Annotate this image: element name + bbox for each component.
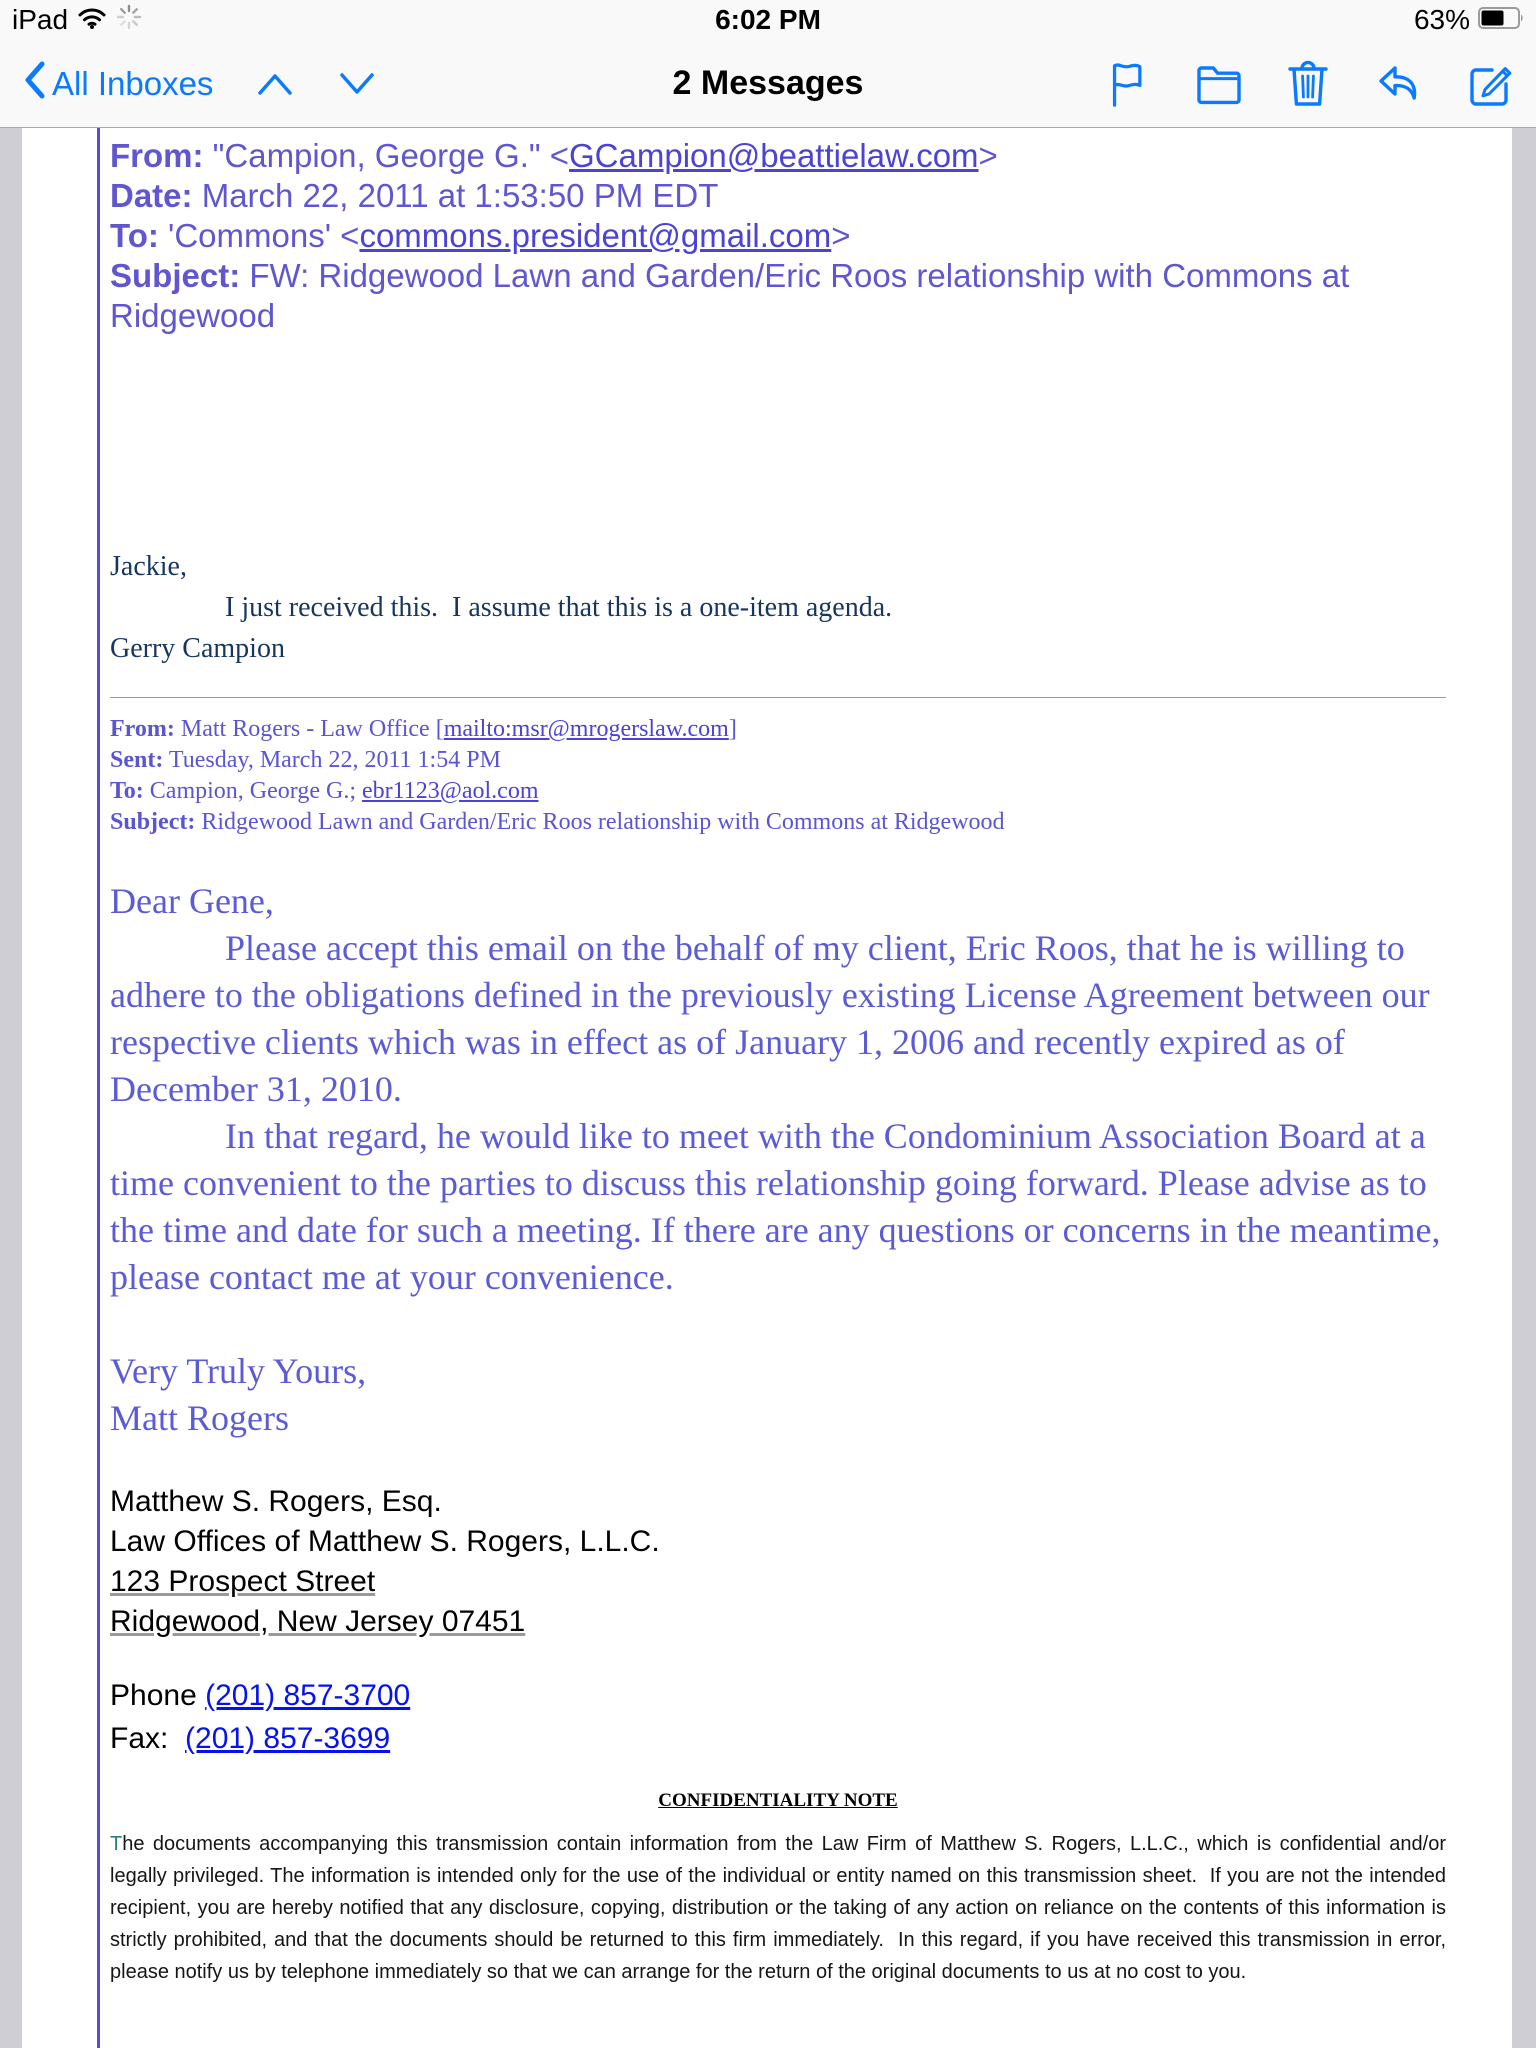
quote-level-bar bbox=[97, 128, 100, 2048]
to-value: 'Commons' < bbox=[158, 217, 360, 254]
fwd-sent-value: Tuesday, March 22, 2011 1:54 PM bbox=[163, 747, 501, 773]
forward-note-body: I just received this. I assume that this is a one-item agenda. bbox=[225, 592, 893, 623]
to-label: To: bbox=[110, 217, 159, 254]
signature-block bbox=[110, 1482, 1446, 1642]
signature-city-link[interactable]: Ridgewood, New Jersey 07451 bbox=[110, 1605, 526, 1638]
battery-percent: 63% bbox=[1413, 4, 1470, 35]
fwd-from-label: From: bbox=[110, 716, 175, 742]
fwd-from-line bbox=[110, 714, 1446, 745]
header-to-line bbox=[110, 216, 1446, 256]
signature-name: Matthew S. Rogers, Esq. bbox=[110, 1485, 442, 1518]
folder-button[interactable] bbox=[1195, 62, 1243, 106]
from-suffix: > bbox=[978, 137, 998, 174]
email-message bbox=[110, 128, 1446, 1988]
fax-line bbox=[110, 1717, 1446, 1760]
fwd-subject-value: Ridgewood Lawn and Garden/Eric Roos relationship with Commons at Ridgewood bbox=[195, 809, 1005, 835]
closing-name: Matt Rogers bbox=[110, 1398, 289, 1438]
fwd-from-mailto-link[interactable]: mailto:msr@mrogerslaw.com bbox=[443, 716, 729, 742]
header-date-line bbox=[110, 176, 1446, 216]
fax-label: Fax: bbox=[110, 1722, 186, 1755]
divider-rule bbox=[110, 697, 1446, 698]
message-count-title: 2 Messages bbox=[672, 64, 864, 102]
date-value: March 22, 2011 at 1:53:50 PM EDT bbox=[192, 177, 719, 214]
fwd-from-suffix: ] bbox=[728, 716, 737, 742]
fwd-sent-label: Sent: bbox=[110, 747, 164, 773]
message-header bbox=[110, 136, 1446, 336]
battery-icon bbox=[1478, 4, 1524, 36]
back-button[interactable] bbox=[22, 60, 213, 108]
confidentiality-body-text: he documents accompanying this transmission contain information from the Law Firm of Matthew S. Rogers, L.L.C., which is confidential and/or legally privileged. The information is intended only for the use of the individual or entity named on this transmission sheet. If you are not the intended recipient, you are hereby notified that any disclosure, copying, distribution or the taking of any action on reliance on the contents of this information is strictly prohibited, and that the documents should be returned to this firm immediately. In this regard, if you have received this transmission in error, please notify us by telephone immediately so that we can arrange for the return of the original documents to us at no cost to you. bbox=[110, 1833, 1446, 1983]
fax-number-link[interactable]: (201) 857-3699 bbox=[185, 1722, 391, 1755]
fwd-subject-label: Subject: bbox=[110, 809, 196, 835]
date-label: Date: bbox=[110, 177, 193, 214]
blank-line bbox=[110, 1301, 1446, 1348]
confidentiality-heading: CONFIDENTIALITY NOTE bbox=[658, 1790, 898, 1811]
header-from-line bbox=[110, 136, 1446, 176]
trash-button[interactable] bbox=[1287, 60, 1329, 108]
status-left bbox=[12, 4, 432, 37]
from-email-link[interactable]: GCampion@beattielaw.com bbox=[569, 137, 979, 174]
from-value: "Campion, George G." < bbox=[203, 137, 570, 174]
letter-body bbox=[110, 878, 1446, 1442]
subject-label: Subject: bbox=[110, 257, 241, 294]
previous-message-button[interactable] bbox=[255, 70, 295, 98]
closing-phrase: Very Truly Yours, bbox=[110, 1351, 367, 1391]
nav-bar bbox=[0, 40, 1536, 127]
letter-paragraph-1: Please accept this email on the behalf of my client, Eric Roos, that he is willing to adhere to the obligations defined in the previously existing License Agreement between our respective clients which was in effect as of January 1, 2006 and recently expired as of December 31, 2010. bbox=[110, 928, 1430, 1109]
next-message-button[interactable] bbox=[337, 70, 377, 98]
right-page-margin bbox=[1512, 128, 1536, 2048]
flag-button[interactable] bbox=[1104, 60, 1150, 108]
to-suffix: > bbox=[831, 217, 851, 254]
blank-space bbox=[110, 336, 1446, 546]
reply-button[interactable] bbox=[1374, 62, 1422, 106]
phone-label: Phone bbox=[110, 1679, 206, 1712]
confidentiality-first-letter: T bbox=[110, 1833, 123, 1855]
left-page-margin bbox=[0, 128, 22, 2048]
clock: 6:02 PM bbox=[715, 4, 821, 35]
fwd-to-email-link[interactable]: ebr1123@aol.com bbox=[362, 778, 539, 804]
fwd-subject-line bbox=[110, 807, 1446, 838]
activity-spinner-icon bbox=[116, 4, 142, 37]
signature-street-link[interactable]: 123 Prospect Street bbox=[110, 1565, 376, 1598]
forward-note-signoff: Gerry Campion bbox=[110, 633, 285, 664]
to-email-link[interactable]: commons.president@gmail.com bbox=[359, 217, 832, 254]
fwd-to-label: To: bbox=[110, 778, 144, 804]
status-right bbox=[1104, 4, 1524, 36]
contact-block bbox=[110, 1674, 1446, 1760]
letter-paragraph-2: In that regard, he would like to meet with the Condominium Association Board at a time convenient to the parties to discuss this relationship going forward. Please advise as to the time and date for such a meeting. If there are any questions or concerns in the meantime, please contact me at your convenience. bbox=[110, 1116, 1441, 1297]
forwarded-header bbox=[110, 714, 1446, 838]
fwd-from-value: Matt Rogers - Law Office [ bbox=[174, 716, 444, 742]
fwd-to-line bbox=[110, 776, 1446, 807]
from-label: From: bbox=[110, 137, 204, 174]
confidentiality-text bbox=[110, 1828, 1446, 1988]
phone-line bbox=[110, 1674, 1446, 1717]
subject-value: FW: Ridgewood Lawn and Garden/Eric Roos relationship with Commons at Ridgewood bbox=[110, 257, 1350, 334]
top-chrome bbox=[0, 0, 1536, 128]
carrier-label: iPad bbox=[12, 4, 69, 35]
signature-firm: Law Offices of Matthew S. Rogers, L.L.C. bbox=[110, 1525, 660, 1558]
nav-left bbox=[22, 60, 522, 108]
wifi-icon bbox=[78, 4, 106, 36]
fwd-to-value: Campion, George G.; bbox=[143, 778, 362, 804]
forward-note-greeting: Jackie, bbox=[110, 551, 187, 582]
status-bar bbox=[0, 0, 1536, 40]
phone-number-link[interactable]: (201) 857-3700 bbox=[205, 1679, 411, 1712]
toolbar bbox=[1014, 60, 1514, 108]
back-chevron-icon bbox=[22, 60, 52, 108]
header-subject-line bbox=[110, 256, 1446, 336]
fwd-sent-line bbox=[110, 745, 1446, 776]
compose-button[interactable] bbox=[1466, 60, 1514, 108]
back-button-label: All Inboxes bbox=[52, 64, 214, 102]
salutation: Dear Gene, bbox=[110, 881, 274, 921]
forward-note bbox=[110, 546, 1446, 669]
